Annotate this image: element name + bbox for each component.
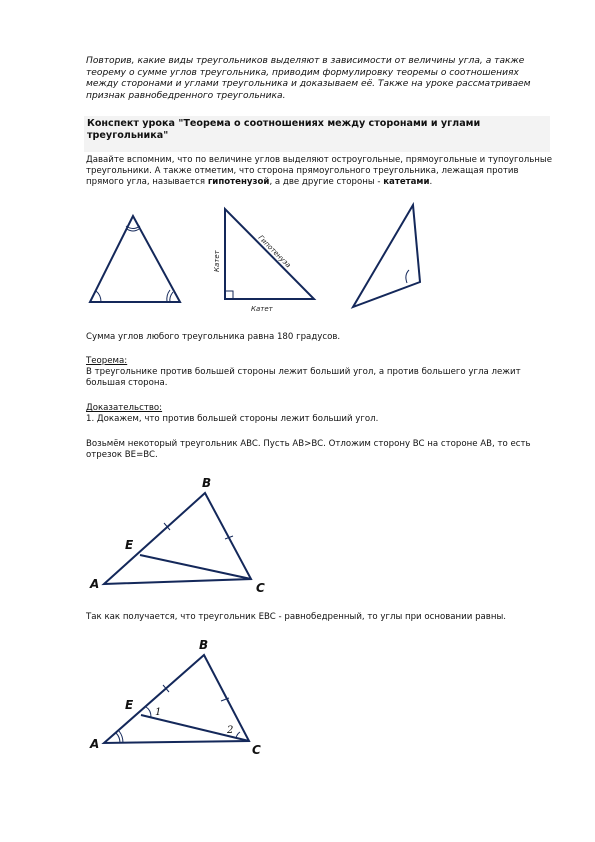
fig3-label-c: C — [252, 743, 261, 757]
paragraph-isosceles: Так как получается, что треугольник EBC - равнобедренный, то углы при основании равны. — [86, 612, 507, 622]
fig3-label-e: E — [125, 698, 134, 712]
fig2-label-b: B — [202, 476, 212, 490]
angle-sum-sentence: Сумма углов любого треугольника равна 180 градусов. — [86, 332, 341, 342]
fig3-angle-2: 2 — [227, 725, 234, 736]
fig3-angle-1: 1 — [155, 707, 162, 718]
p1-text-b: , а две другие стороны - — [269, 177, 384, 188]
p1-bold-legs: катетами — [383, 177, 430, 188]
proof-step-1: 1. Докажем, что против большей стороны лежит больший угол. — [86, 414, 379, 424]
leg-horizontal-label: Катет — [251, 305, 273, 313]
proof-title: Доказательство: — [86, 403, 163, 413]
lesson-heading: Конспект урока "Теорема о соотношениях между сторонами и углами треугольника" — [84, 116, 550, 152]
p1-text-a: Давайте вспомним, что по величине углов выделяют остроугольные, прямоугольные и тупоугольные треугольники. А также отметим, что сторона прямоугольного треугольника, лежащая против прямого угла, называется — [86, 155, 552, 188]
p1-bold-hypotenuse: гипотенузой — [207, 177, 270, 188]
leg-vertical-label: Катет — [213, 250, 221, 272]
paragraph-construction: Возьмём некоторый треугольник ABC. Пусть AB>BC. Отложим сторону BC на стороне AB, то есть отрезок BE=BC. — [86, 439, 531, 461]
theorem-title: Теорема: — [86, 356, 128, 366]
p1-text-c: . — [429, 177, 433, 188]
fig2-label-a: A — [90, 577, 100, 591]
fig3-label-a: A — [90, 737, 100, 751]
fig3-label-b: B — [199, 638, 209, 652]
hypotenuse-label: Гипотенуза — [256, 233, 293, 270]
intro-paragraph: Повторив, какие виды треугольников выделяют в зависимости от величины угла, а также теорему о сумме углов треугольника, приводим формулировку теоремы о соотношениях между сторонами и углами треугольника и доказываем её. Также на уроке рассматриваем признак равнобедренного треугольника. — [86, 56, 531, 101]
fig2-label-c: C — [256, 581, 265, 595]
theorem-text: В треугольнике против большей стороны лежит больший угол, а против большего угла лежит большая сторона. — [86, 367, 521, 389]
fig2-label-e: E — [125, 538, 134, 552]
